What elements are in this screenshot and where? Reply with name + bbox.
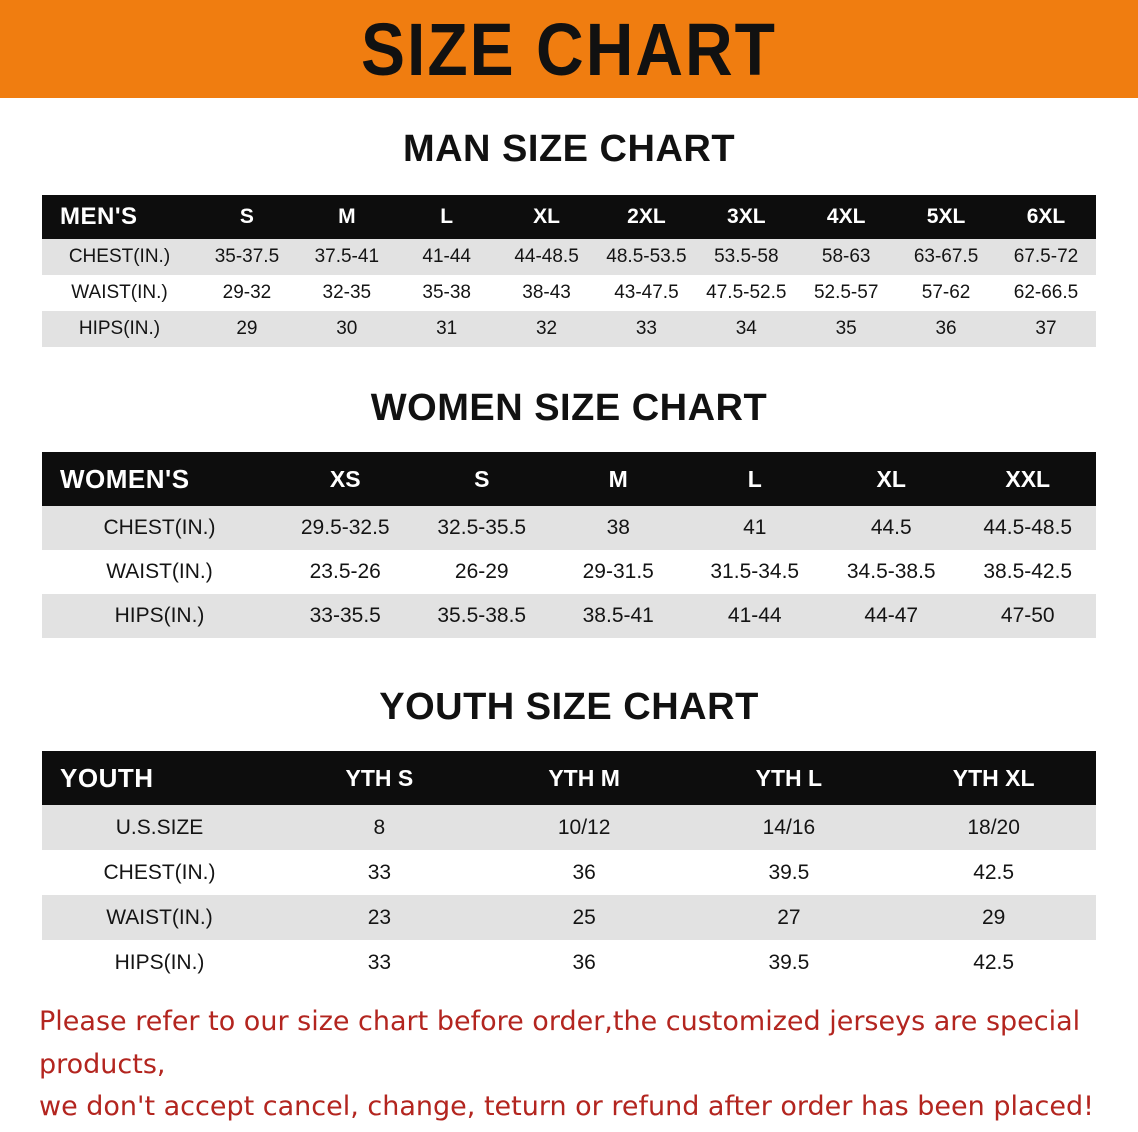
cell: 14/16 bbox=[687, 805, 892, 850]
table-header-row bbox=[42, 751, 1096, 805]
column-header: WOMEN'S bbox=[42, 452, 277, 506]
column-header: YTH XL bbox=[891, 751, 1096, 805]
table-row bbox=[42, 275, 1096, 311]
cell: 29-31.5 bbox=[550, 550, 687, 594]
cell: 34.5-38.5 bbox=[823, 550, 960, 594]
cell: 57-62 bbox=[896, 275, 996, 311]
cell: 42.5 bbox=[891, 850, 1096, 895]
column-header: YOUTH bbox=[42, 751, 277, 805]
cell: 34 bbox=[696, 311, 796, 347]
banner bbox=[0, 0, 1138, 98]
table-row bbox=[42, 311, 1096, 347]
cell: 38 bbox=[550, 506, 687, 550]
cell: 23.5-26 bbox=[277, 550, 414, 594]
cell: 30 bbox=[297, 311, 397, 347]
cell: 33 bbox=[277, 850, 482, 895]
table-row bbox=[42, 895, 1096, 940]
column-header: YTH M bbox=[482, 751, 687, 805]
cell: 36 bbox=[482, 850, 687, 895]
table-row bbox=[42, 506, 1096, 550]
column-header: 5XL bbox=[896, 195, 996, 239]
cell: 37 bbox=[996, 311, 1096, 347]
table-row bbox=[42, 850, 1096, 895]
policy-note-line-2: we don't accept cancel, change, teturn or refund after order has been placed! bbox=[39, 1091, 1094, 1123]
cell: 29-32 bbox=[197, 275, 297, 311]
cell: 38.5-41 bbox=[550, 594, 687, 638]
cell: 26-29 bbox=[414, 550, 551, 594]
youth-section-title: YOUTH SIZE CHART bbox=[379, 686, 759, 728]
cell: 43-47.5 bbox=[597, 275, 697, 311]
row-label: HIPS(IN.) bbox=[42, 311, 197, 347]
column-header: S bbox=[197, 195, 297, 239]
row-label: WAIST(IN.) bbox=[42, 275, 197, 311]
cell: 38.5-42.5 bbox=[960, 550, 1097, 594]
cell: 35-38 bbox=[397, 275, 497, 311]
cell: 29 bbox=[197, 311, 297, 347]
column-header: MEN'S bbox=[42, 195, 197, 239]
cell: 35 bbox=[796, 311, 896, 347]
row-label: U.S.SIZE bbox=[42, 805, 277, 850]
row-label: HIPS(IN.) bbox=[42, 594, 277, 638]
page-title: SIZE CHART bbox=[361, 7, 777, 91]
row-label: WAIST(IN.) bbox=[42, 550, 277, 594]
cell: 44-47 bbox=[823, 594, 960, 638]
table-header-row bbox=[42, 452, 1096, 506]
women-size-table bbox=[42, 452, 1096, 638]
row-label: CHEST(IN.) bbox=[42, 850, 277, 895]
cell: 44.5 bbox=[823, 506, 960, 550]
man-section-title: MAN SIZE CHART bbox=[402, 128, 736, 170]
cell: 44.5-48.5 bbox=[960, 506, 1097, 550]
column-header: L bbox=[687, 452, 824, 506]
table-row bbox=[42, 940, 1096, 985]
cell: 38-43 bbox=[497, 275, 597, 311]
column-header: 3XL bbox=[696, 195, 796, 239]
table-row bbox=[42, 805, 1096, 850]
cell: 41-44 bbox=[687, 594, 824, 638]
cell: 36 bbox=[896, 311, 996, 347]
column-header: XXL bbox=[960, 452, 1097, 506]
cell: 29.5-32.5 bbox=[277, 506, 414, 550]
row-label: CHEST(IN.) bbox=[42, 239, 197, 275]
cell: 33-35.5 bbox=[277, 594, 414, 638]
table-row bbox=[42, 594, 1096, 638]
cell: 53.5-58 bbox=[696, 239, 796, 275]
column-header: L bbox=[397, 195, 497, 239]
cell: 25 bbox=[482, 895, 687, 940]
cell: 58-63 bbox=[796, 239, 896, 275]
column-header: S bbox=[414, 452, 551, 506]
cell: 32 bbox=[497, 311, 597, 347]
cell: 41-44 bbox=[397, 239, 497, 275]
row-label: HIPS(IN.) bbox=[42, 940, 277, 985]
cell: 35.5-38.5 bbox=[414, 594, 551, 638]
cell: 10/12 bbox=[482, 805, 687, 850]
row-label: WAIST(IN.) bbox=[42, 895, 277, 940]
column-header: XL bbox=[497, 195, 597, 239]
youth-size-table bbox=[42, 751, 1096, 985]
cell: 52.5-57 bbox=[796, 275, 896, 311]
cell: 36 bbox=[482, 940, 687, 985]
cell: 63-67.5 bbox=[896, 239, 996, 275]
cell: 8 bbox=[277, 805, 482, 850]
cell: 32-35 bbox=[297, 275, 397, 311]
cell: 33 bbox=[597, 311, 697, 347]
column-header: YTH L bbox=[687, 751, 892, 805]
cell: 33 bbox=[277, 940, 482, 985]
cell: 44-48.5 bbox=[497, 239, 597, 275]
column-header: 2XL bbox=[597, 195, 697, 239]
column-header: 6XL bbox=[996, 195, 1096, 239]
cell: 35-37.5 bbox=[197, 239, 297, 275]
cell: 31 bbox=[397, 311, 497, 347]
table-header-row bbox=[42, 195, 1096, 239]
policy-note-line-1: Please refer to our size chart before order,the customized jerseys are special products, bbox=[39, 1006, 1081, 1080]
cell: 62-66.5 bbox=[996, 275, 1096, 311]
column-header: YTH S bbox=[277, 751, 482, 805]
column-header: XL bbox=[823, 452, 960, 506]
man-size-table bbox=[42, 195, 1096, 347]
cell: 39.5 bbox=[687, 850, 892, 895]
table-row bbox=[42, 550, 1096, 594]
cell: 47.5-52.5 bbox=[696, 275, 796, 311]
cell: 41 bbox=[687, 506, 824, 550]
column-header: 4XL bbox=[796, 195, 896, 239]
cell: 27 bbox=[687, 895, 892, 940]
cell: 39.5 bbox=[687, 940, 892, 985]
cell: 18/20 bbox=[891, 805, 1096, 850]
cell: 29 bbox=[891, 895, 1096, 940]
policy-note bbox=[39, 1001, 1099, 1129]
row-label: CHEST(IN.) bbox=[42, 506, 277, 550]
column-header: M bbox=[550, 452, 687, 506]
cell: 37.5-41 bbox=[297, 239, 397, 275]
cell: 47-50 bbox=[960, 594, 1097, 638]
women-section-title: WOMEN SIZE CHART bbox=[370, 387, 768, 429]
cell: 48.5-53.5 bbox=[597, 239, 697, 275]
cell: 42.5 bbox=[891, 940, 1096, 985]
cell: 31.5-34.5 bbox=[687, 550, 824, 594]
column-header: XS bbox=[277, 452, 414, 506]
column-header: M bbox=[297, 195, 397, 239]
cell: 23 bbox=[277, 895, 482, 940]
cell: 32.5-35.5 bbox=[414, 506, 551, 550]
table-row bbox=[42, 239, 1096, 275]
cell: 67.5-72 bbox=[996, 239, 1096, 275]
